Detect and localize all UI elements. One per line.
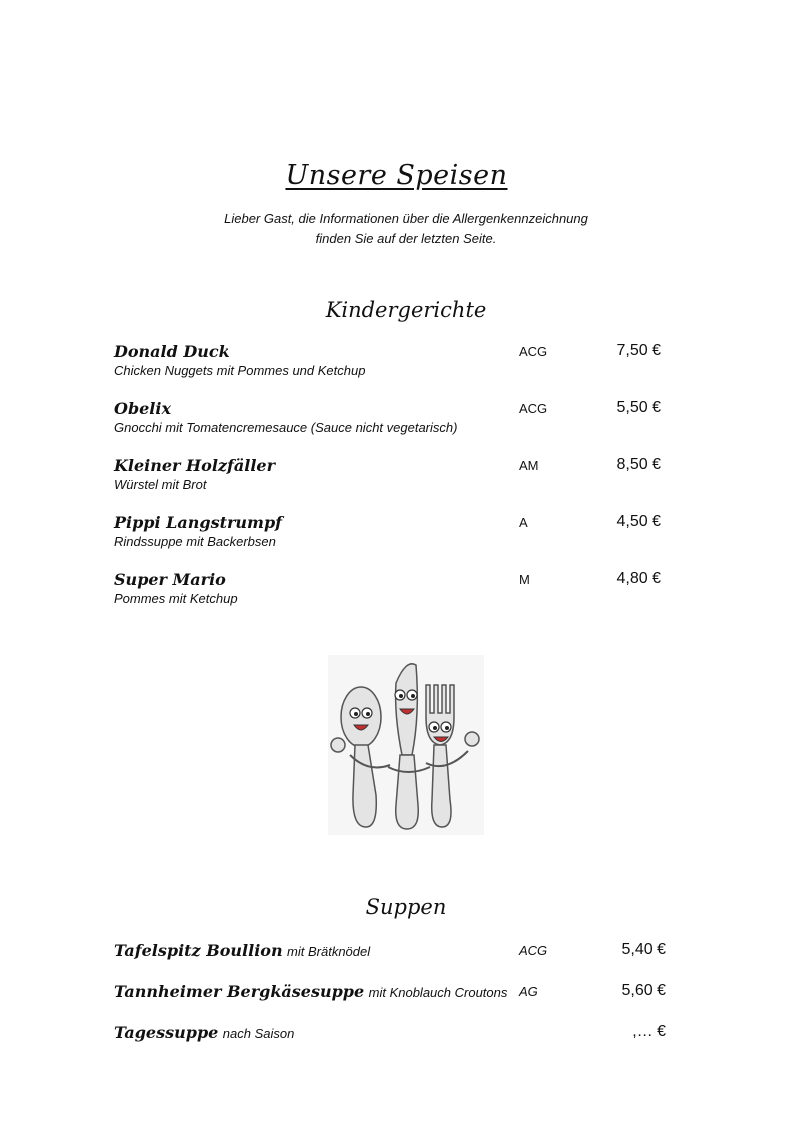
menu-item-allergens: M bbox=[519, 572, 530, 587]
menu-item-description: Pommes mit Ketchup bbox=[114, 591, 238, 606]
menu-item-price: 8,50 € bbox=[616, 456, 661, 473]
menu-item-name: Obelix bbox=[114, 399, 171, 418]
soup-item-name: Tagessuppe bbox=[114, 1023, 219, 1042]
menu-item-description: Rindssuppe mit Backerbsen bbox=[114, 534, 276, 549]
soup-item-price: ,… € bbox=[632, 1023, 666, 1040]
soup-item bbox=[114, 1023, 674, 1049]
menu-item-price: 4,50 € bbox=[616, 513, 661, 530]
menu-item-price: 5,50 € bbox=[616, 399, 661, 416]
menu-item bbox=[114, 456, 674, 502]
soup-item bbox=[114, 982, 674, 1008]
page-title: Unsere Speisen bbox=[285, 160, 508, 191]
soup-item-allergens: AG bbox=[519, 984, 538, 999]
menu-item bbox=[114, 513, 674, 559]
soup-item-price: 5,60 € bbox=[621, 982, 666, 999]
menu-item bbox=[114, 570, 674, 616]
menu-item-price: 4,80 € bbox=[616, 570, 661, 587]
menu-item bbox=[114, 342, 674, 388]
menu-item-price: 7,50 € bbox=[616, 342, 661, 359]
soup-item-extra: nach Saison bbox=[222, 1026, 295, 1041]
menu-item-allergens: ACG bbox=[519, 344, 548, 359]
menu-item-name: Donald Duck bbox=[114, 342, 230, 361]
menu-item-name: Super Mario bbox=[114, 570, 226, 589]
soup-item-name: Tannheimer Bergkäsesuppe bbox=[114, 982, 365, 1001]
menu-item-description: Gnocchi mit Tomatencremesauce (Sauce nicht vegetarisch) bbox=[114, 420, 458, 435]
menu-item-description: Chicken Nuggets mit Pommes und Ketchup bbox=[114, 363, 366, 378]
menu-item-name: Kleiner Holzfäller bbox=[114, 456, 276, 475]
cartoon-cutlery-illustration bbox=[328, 655, 484, 835]
soup-item-price: 5,40 € bbox=[621, 941, 666, 958]
soup-item-extra: mit Knoblauch Croutons bbox=[368, 985, 508, 1000]
section-title-suppen: Suppen bbox=[365, 895, 447, 919]
allergen-note-line-2: finden Sie auf der letzten Seite. bbox=[315, 231, 497, 246]
soup-item bbox=[114, 941, 674, 967]
menu-item-allergens: A bbox=[519, 515, 528, 530]
soup-item-extra: mit Brätknödel bbox=[287, 944, 371, 959]
menu-item-description: Würstel mit Brot bbox=[114, 477, 207, 492]
soup-item-name: Tafelspitz Boullion bbox=[114, 941, 283, 960]
section-title-kindergerichte: Kindergerichte bbox=[325, 298, 487, 322]
allergen-note-line-1: Lieber Gast, die Informationen über die Allergenkennzeichnung bbox=[224, 211, 588, 226]
menu-item-allergens: ACG bbox=[519, 401, 548, 416]
menu-item bbox=[114, 399, 674, 445]
menu-item-allergens: AM bbox=[519, 458, 539, 473]
soup-item-allergens: ACG bbox=[519, 943, 548, 958]
menu-item-name: Pippi Langstrumpf bbox=[114, 513, 283, 532]
